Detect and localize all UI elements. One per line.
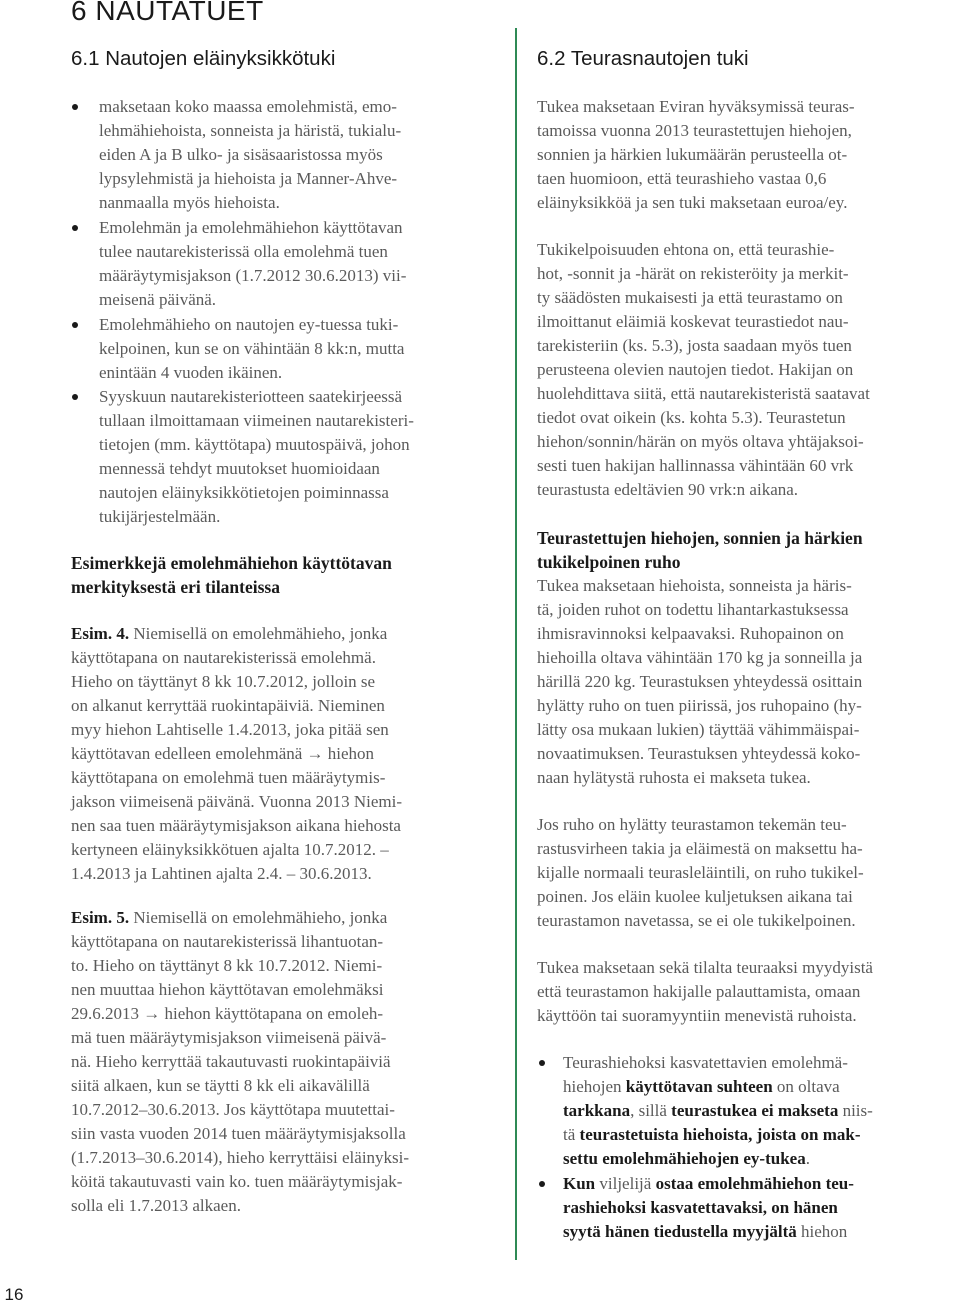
bullet-item-1: maksetaan koko maassa emolehmistä, emo- lehmähiehoista, sonneista ja häristä, tukialu- eiden A ja B ulko- ja sisäsaaristossa myös lypsylehmistä ja hiehoista ja Manner-Ahve- nanmaalla myös hiehoista. [99,97,402,212]
paragraph-4: Jos ruho on hylätty teurastamon tekemän teu- rastusvirheen takia ja eläimestä on maksettu ha- kijalle normaali teurasleläintili, on ruho tukikel- poinen. Jos eläin kuolee kuljetuksen aikana tai teurastamon navetassa, se ei ole tukikelpoinen. [537,815,864,930]
bullet-dot [539,1181,545,1187]
bullet-dot [539,1060,545,1066]
page-number: 16 [4,1285,24,1304]
chapter-title: 6 NAUTATUET [71,0,264,26]
bullet-dot [72,322,78,328]
right-bullet-item-2: Kun viljelijä ostaa emolehmähiehon teu- rashiehoksi kasvatettavaksi, on hänen syytä hänen tiedustella myyjältä hiehon [563,1174,854,1241]
paragraph-3: Tukea maksetaan hiehoista, sonneista ja häris- tä, joiden ruhot on todettu lihantarkastuksessa ihmisravinnoksi kelpaavaksi. Ruhopainon on hiehoilla oltava vähintään 170 kg ja sonneilla ja härillä 220 kg. Teurastuksen yhteydessä osittain hylätty ruho on tuen piirissä, jos ruhopaino (hy- lätty osa mukaan lukien) täyttää vähimmäispai- novaatimuksen. Teurastuksen yhteydessä koko- naan hylätystä ruhosta ei makseta tukea. [537,576,863,787]
bullet-item-3: Emolehmähieho on nautojen ey-tuessa tuki- kelpoinen, kun se on vähintään 8 kk:n, mutta enintään 4 vuoden ikäinen. [99,315,405,382]
bullet-item-2: Emolehmän ja emolehmähiehon käyttötavan tulee nautarekisterissä olla emolehmä tuen määräytymisjakson (1.7.2012 30.6.2013) vii- meisenä päivänä. [99,218,407,309]
section-title-6-1: 6.1 Nautojen eläinyksikkötuki [71,47,336,70]
paragraph-1: Tukea maksetaan Eviran hyväksymissä teuras- tamoissa vuonna 2013 teurastettujen hiehojen, sonnien ja härkien lukumäärän perusteella ot- taen huomioon, että teurashieho vastaa 0,6 eläinyksikköä ja sen tuki maksetaan euroa/ey. [537,97,855,212]
example-4: Esim. 4. Niemisellä on emolehmähieho, jonka käyttötapana on nautarekisterissä emolehmä. Hieho on täyttänyt 8 kk 10.7.2012, jolloin se on alkanut kerryttää ruokintapäiviä. Nieminen myy hiehon Lahtiselle 1.4.2013, joka pitää sen käyttötavan edelleen emolehmänä → hiehon käyttötapana on emolehmä tuen määräytymis- jakson viimeisenä päivänä. Vuonna 2013 Niemi- nen saa tuen määräytymisjakson aikana hiehosta kertyneen eläinyksikkötuen ajalta 10.7.2012. – 1.4.2013 ja Lahtinen ajalta 2.4. – 30.6.2013. [71,624,403,883]
right-bullet-item-1: Teurashiehoksi kasvatettavien emolehmä- hiehojen käyttötavan suhteen on oltava tarkkana, sillä teurastukea ei makseta niis- tä teurastetuista hiehoista, joista on mak- settu emolehmähiehojen ey-tukea. [563,1053,873,1168]
examples-heading: Esimerkkejä emolehmähiehon käyttötavan merkityksestä eri tilanteissa [71,553,392,597]
bullet-dot [72,394,78,400]
example-5-label: Esim. 5. [71,908,130,927]
bullet-dot [72,225,78,231]
column-divider [515,28,517,1260]
bullet-item-4: Syyskuun nautarekisteriotteen saatekirjeessä tullaan ilmoittamaan viimeinen nautarekisteri- tietojen (mm. käyttötapa) muutospäivä, johon mennessä tehdyt muutokset huomioidaan nautojen eläinyksikkötietojen poiminnassa tukijärjestelmään. [99,387,414,526]
paragraph-5: Tukea maksetaan sekä tilalta teuraaksi myydyistä että teurastamon hakijalle palauttamista, omaan käyttöön tai suoramyyntiin menevistä ruhoista. [537,958,873,1025]
example-5: Esim. 5. Niemisellä on emolehmähieho, jonka käyttötapana on nautarekisterissä lihantuotan- to. Hieho on täyttänyt 8 kk 10.7.2012. Niemi- nen muuttaa hiehon käyttötavan emolehmäksi 29.6.2013 → hiehon käyttötapana on emoleh- mä tuen määräytymisjakson viimeisenä päivä- nä. Hieho kerryttää takautuvasti ruokintapäiviä siitä alkaen, kun se täytti 8 kk eli aikavälillä 10.7.2012–30.6.2013. Jos käyttötapa muutettai- siin vasta vuoden 2014 tuen määräytymisjaksolla (1.7.2013–30.6.2014), hieho kerryttäisi eläinyksi- köitä takautuvasti vain ko. tuen määräytymisjak- solla eli 1.7.2013 alkaen. [71,908,410,1215]
paragraph-2: Tukikelpoisuuden ehtona on, että teurashie- hot, -sonnit ja -härät on rekisteröity ja merkit- ty säädösten mukaisesti ja että teurastamo on ilmoittanut eläimiä koskevat teurastiedot nau- tarekisteriin (ks. 5.3), josta saadaan myös tuen perusteena olevien nautojen tiedot. Hakijan on huolehdittava siitä, että nautarekisteristä saatavat tiedot ovat oikein (ks. kohta 5.3). Teurastetun hiehon/sonnin/härän on myös oltava yhtäjaksoi- sesti tuen hakijan hallinnassa vähintään 60 vrk teurastusta edeltävien 90 vrk:n aikana. [537,240,870,499]
section-title-6-2: 6.2 Teurasnautojen tuki [537,47,749,70]
subheading-tukikelpoinen-ruho: Teurastettujen hiehojen, sonnien ja härkien tukikelpoinen ruho [537,528,863,572]
bullet-dot [72,104,78,110]
example-4-label: Esim. 4. [71,624,130,643]
